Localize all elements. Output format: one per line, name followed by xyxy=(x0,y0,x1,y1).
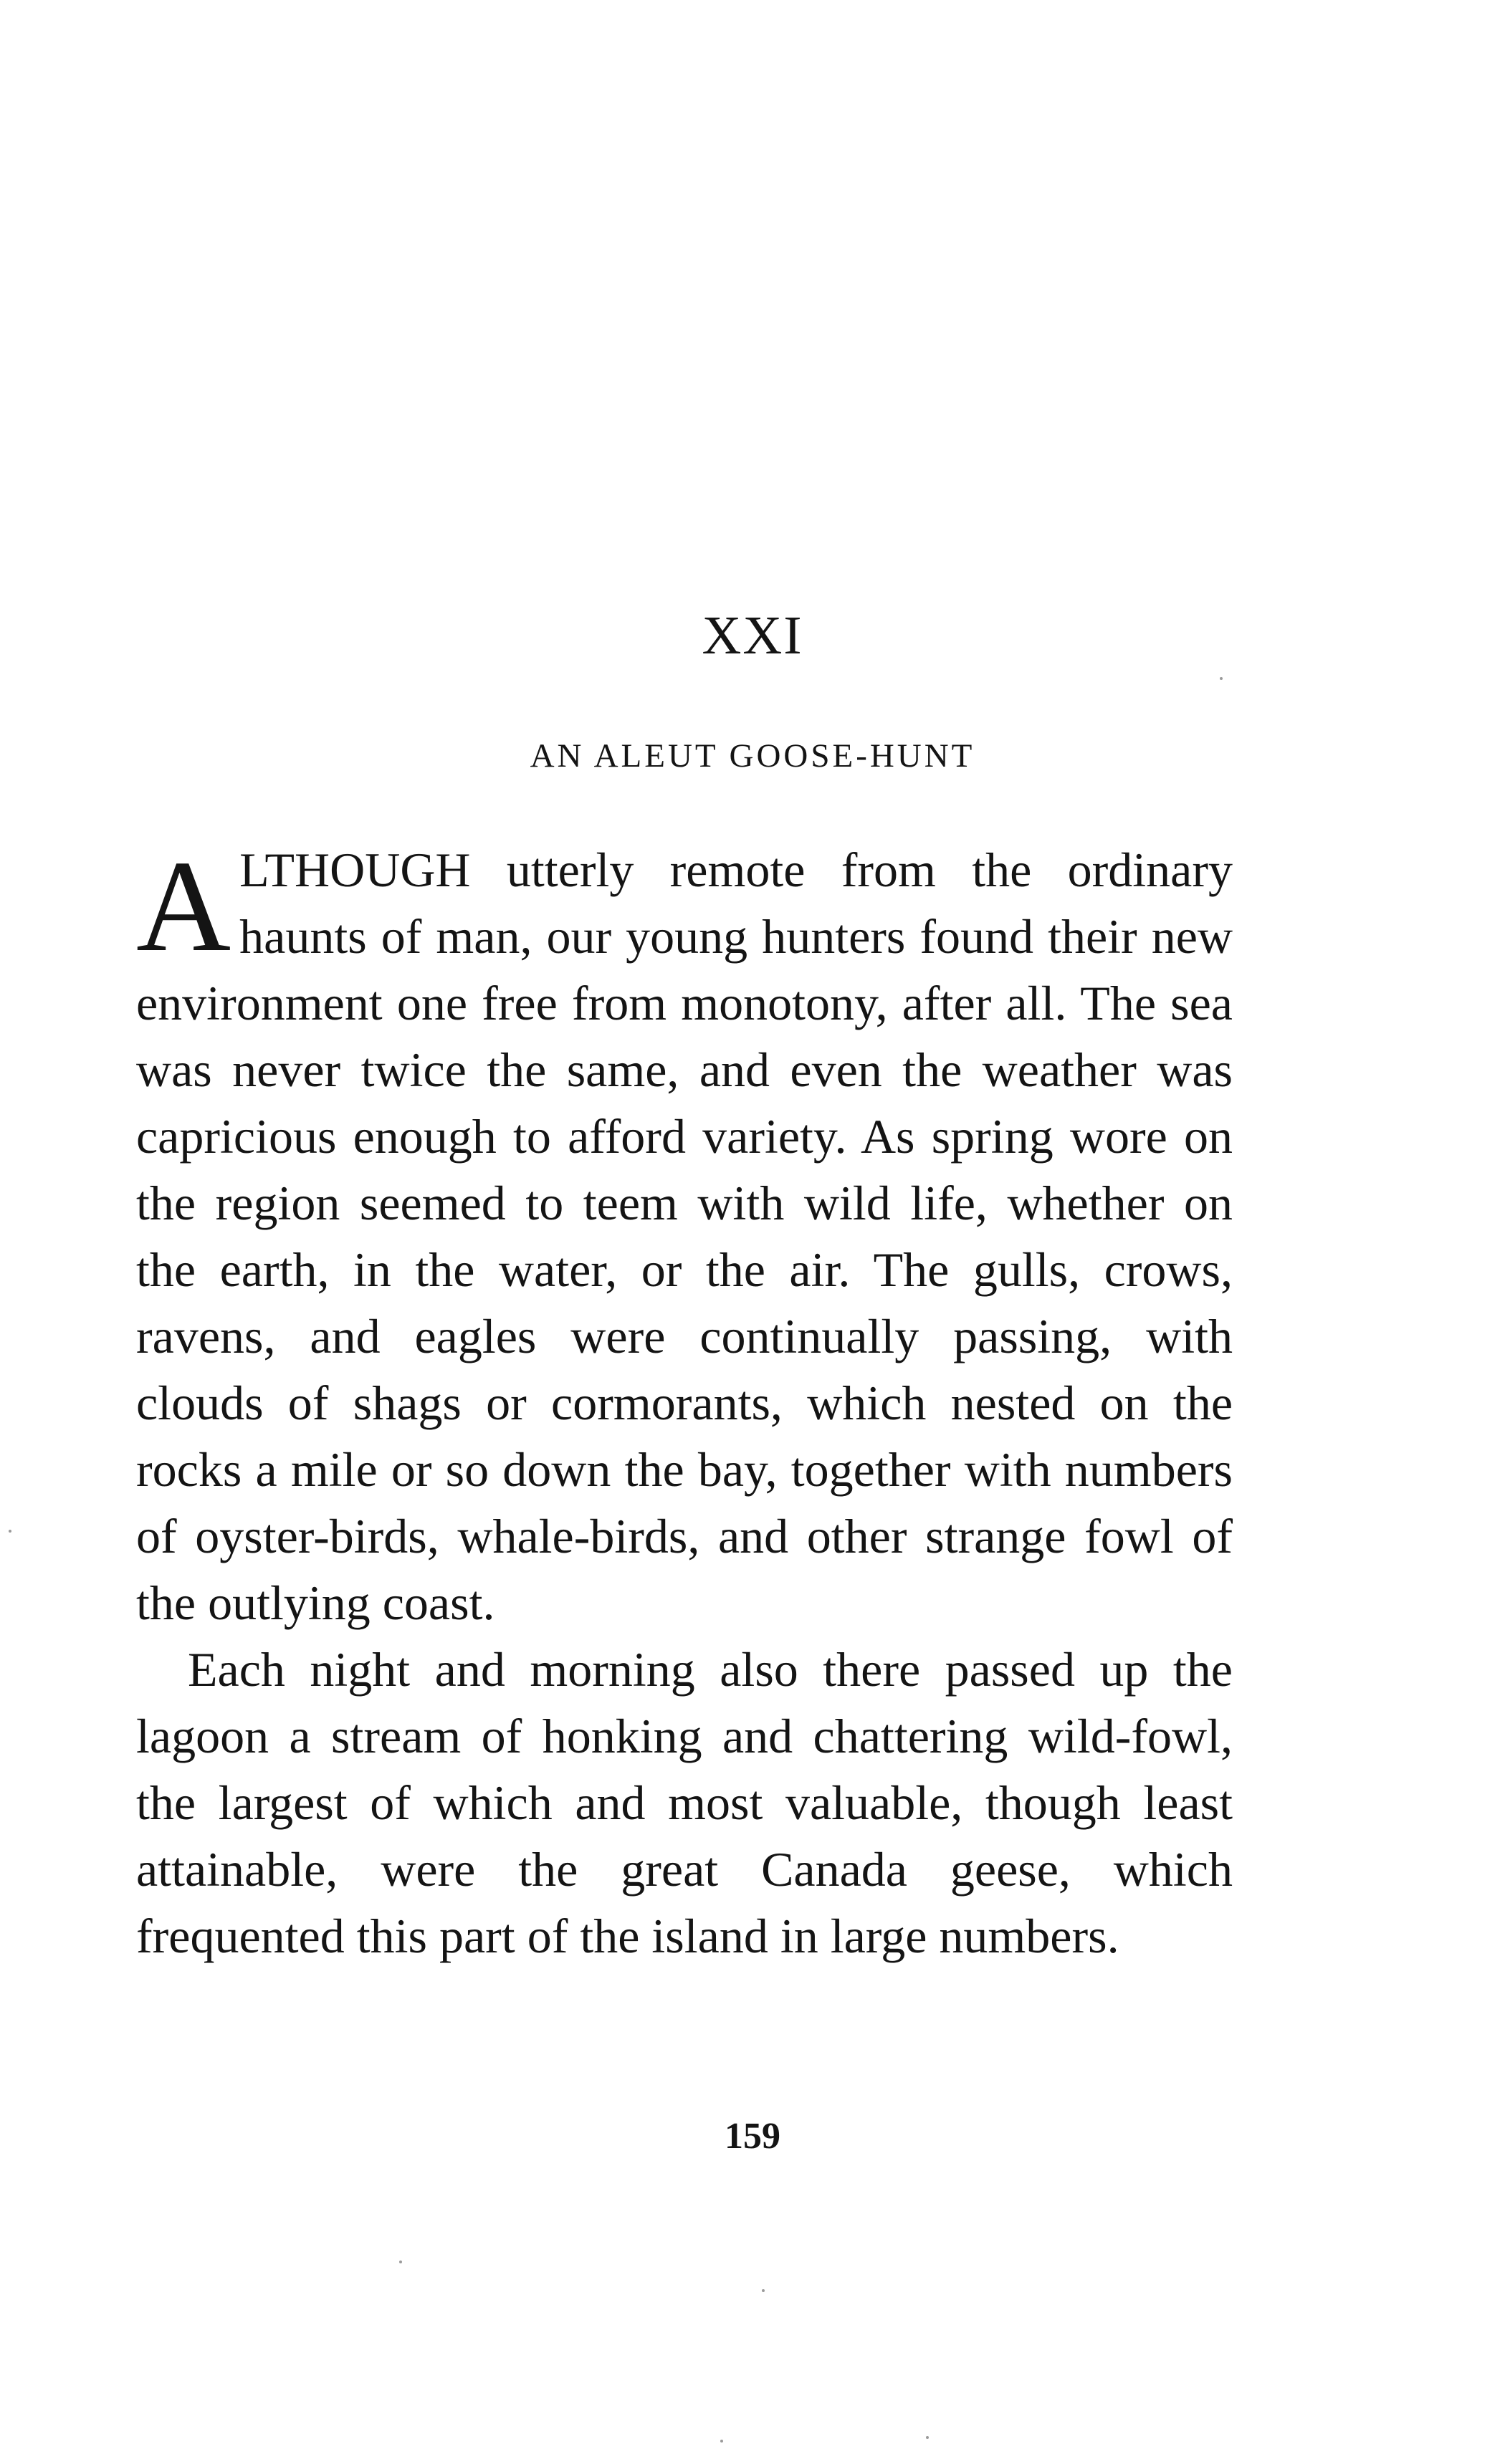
scan-speck xyxy=(762,2289,765,2292)
paragraph xyxy=(136,833,1233,1636)
scan-speck xyxy=(9,1530,11,1533)
chapter-number: XXI xyxy=(702,605,803,666)
scan-speck xyxy=(1220,677,1223,680)
paragraph xyxy=(136,1636,1233,1970)
paragraph-text: LTHOUGH utterly remote from the ordinary haunts of man, our young hunters found their new environment one free from monotony, after all. The sea was never twice the same, and even the weather was capricious enough to afford variety. As spring wore on the region seemed to teem with wild life, whether on the earth, in the water, or the air. The gulls, crows, ravens, and eagles were continually passing, with clouds of shags or cormorants, which nested on the rocks a mile or so down the bay, together with numbers of oyster-birds, whale-birds, and other strange fowl of the outlying coast. xyxy=(136,843,1233,1630)
scan-speck xyxy=(399,2261,402,2263)
chapter-title: AN ALEUT GOOSE-HUNT xyxy=(530,737,975,775)
paragraph-text: Each night and morning also there passed up the lagoon a stream of honking and chattering wild-fowl, the largest of which and most valuable, though least attainable, were the great Canada geese, which frequented this part of the island in large numbers. xyxy=(136,1642,1233,1963)
drop-cap: A xyxy=(136,833,231,979)
page-number: 159 xyxy=(725,2116,780,2157)
scan-speck xyxy=(926,2436,929,2439)
scan-speck xyxy=(720,2440,723,2443)
body-text xyxy=(136,833,1233,1970)
